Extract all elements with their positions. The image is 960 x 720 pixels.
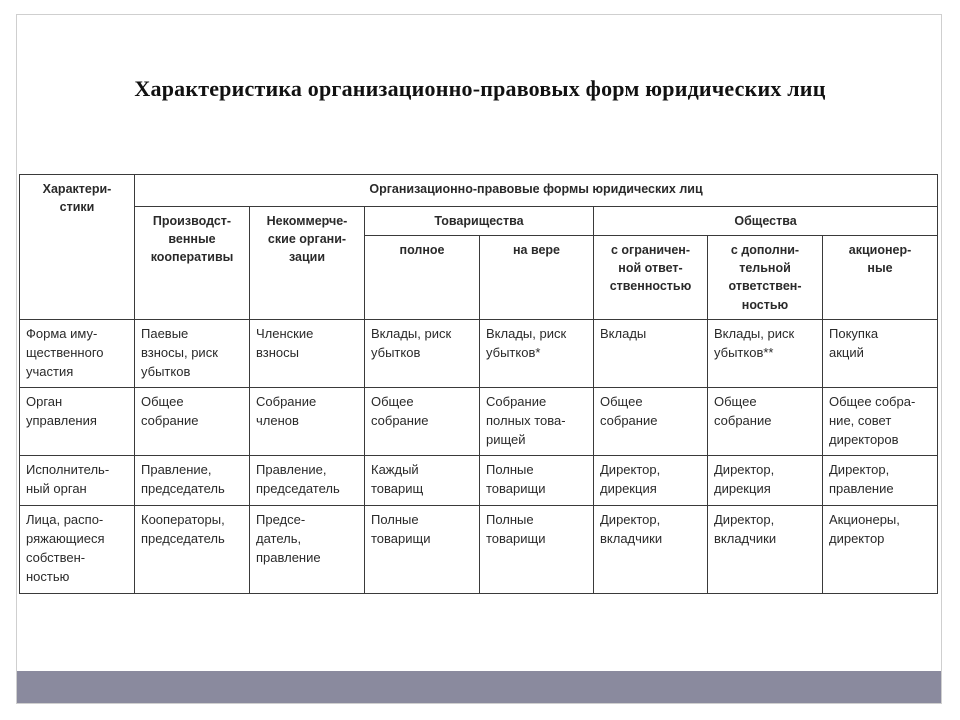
header-limited-partnership: на вере [480,236,594,320]
row-header: Исполнитель- ный орган [20,456,135,506]
table-cell: Общее собрание [708,388,823,456]
table-cell: Полные товарищи [480,456,594,506]
table-cell: Директор, дирекция [594,456,708,506]
header-characteristics: Характери- стики [20,175,135,320]
table-cell: Полные товарищи [365,506,480,594]
table-cell: Полные товарищи [480,506,594,594]
table-cell: Общее собрание [365,388,480,456]
table-cell: Правление, председатель [250,456,365,506]
table-cell: Членские взносы [250,320,365,388]
table-cell: Покупка акций [823,320,938,388]
row-header: Орган управления [20,388,135,456]
header-full-partnership: полное [365,236,480,320]
header-llc: с ограничен- ной ответ- ственностью [594,236,708,320]
row-header: Лица, распо- ряжающиеся собствен- ностью [20,506,135,594]
header-noncommercial-organizations: Некоммерче- ские органи- зации [250,207,365,320]
header-alc: с дополни- тельной ответствен- ностью [708,236,823,320]
table-cell: Акционеры, директор [823,506,938,594]
table-cell: Общее собра- ние, совет директоров [823,388,938,456]
table-row [20,320,938,388]
table-cell: Вклады, риск убытков** [708,320,823,388]
legal-forms-table [19,174,938,594]
header-companies: Общества [594,207,938,236]
table-cell: Директор, вкладчики [708,506,823,594]
table-cell: Директор, вкладчики [594,506,708,594]
header-jsc: акционер- ные [823,236,938,320]
slide-footer-bar [17,671,941,703]
table-cell: Директор, правление [823,456,938,506]
header-legal-forms: Организационно-правовые формы юридических лиц [135,175,938,207]
table-cell: Правление, председатель [135,456,250,506]
row-header: Форма иму- щественного участия [20,320,135,388]
slide-title: Характеристика организационно-правовых форм юридических лиц [134,76,826,101]
table-cell: Вклады, риск убытков* [480,320,594,388]
table-cell: Собрание членов [250,388,365,456]
table-row [20,506,938,594]
table-row [20,456,938,506]
table-row [20,388,938,456]
table-cell: Паевые взносы, риск убытков [135,320,250,388]
header-partnerships: Товарищества [365,207,594,236]
table-cell: Предсе- датель, правление [250,506,365,594]
table-cell: Общее собрание [594,388,708,456]
header-production-cooperatives: Производст- венные кооперативы [135,207,250,320]
table-cell: Директор, дирекция [708,456,823,506]
table-cell: Вклады, риск убытков [365,320,480,388]
table-cell: Кооператоры, председатель [135,506,250,594]
table-cell: Собрание полных това- рищей [480,388,594,456]
table-cell: Общее собрание [135,388,250,456]
table-cell: Каждый товарищ [365,456,480,506]
table-cell: Вклады [594,320,708,388]
